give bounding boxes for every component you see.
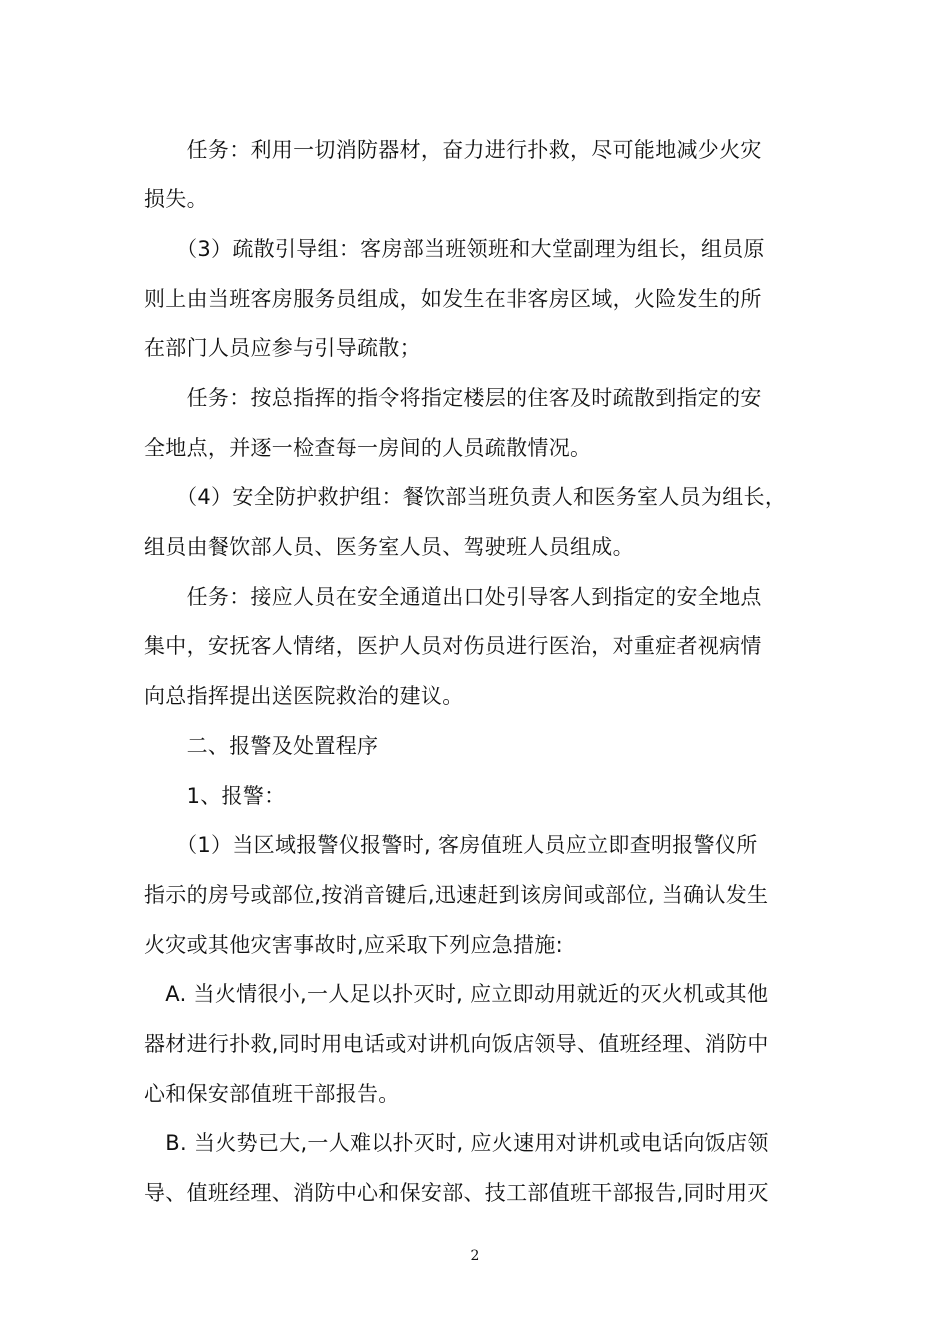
paragraph-line: （1）当区域报警仪报警时, 客房值班人员应立即查明报警仪所 — [144, 833, 758, 857]
paragraph-line: 指示的房号或部位,按消音键后,迅速赶到该房间或部位, 当确认发生 — [144, 883, 769, 907]
paragraph-line: 集中，安抚客人情绪，医护人员对伤员进行医治，对重症者视病情 — [144, 634, 762, 658]
paragraph-line: 任务：按总指挥的指令将指定楼层的住客及时疏散到指定的安 — [144, 386, 762, 410]
paragraph-line: 损失。 — [144, 187, 208, 211]
paragraph-line: （3）疏散引导组：客房部当班领班和大堂副理为组长，组员原 — [144, 237, 765, 261]
paragraph-line: A. 当火情很小,一人足以扑灭时, 应立即动用就近的灭火机或其他 — [144, 982, 769, 1006]
paragraph-line: B. 当火势已大,一人难以扑灭时, 应火速用对讲机或电话向饭店领 — [144, 1131, 769, 1155]
paragraph-line: （4）安全防护救护组：餐饮部当班负责人和医务室人员为组长， — [144, 485, 787, 509]
paragraph-line: 全地点，并逐一检查每一房间的人员疏散情况。 — [144, 436, 592, 460]
paragraph-line: 导、值班经理、消防中心和保安部、技工部值班干部报告,同时用灭 — [144, 1181, 769, 1205]
subsection-heading: 1、报警： — [144, 784, 286, 808]
paragraph-line: 在部门人员应参与引导疏散； — [144, 336, 421, 360]
paragraph-line: 心和保安部值班干部报告。 — [144, 1082, 400, 1106]
section-heading: 二、报警及处置程序 — [144, 734, 379, 758]
paragraph-line: 火灾或其他灾害事故时,应采取下列应急措施: — [144, 933, 564, 957]
paragraph-line: 任务：接应人员在安全通道出口处引导客人到指定的安全地点 — [144, 585, 762, 609]
page-number: 2 — [470, 1248, 480, 1264]
paragraph-line: 任务：利用一切消防器材，奋力进行扑救，尽可能地减少火灾 — [144, 138, 762, 162]
paragraph-line: 器材进行扑救,同时用电话或对讲机向饭店领导、值班经理、消防中 — [144, 1032, 769, 1056]
paragraph-line: 向总指挥提出送医院救治的建议。 — [144, 684, 464, 708]
paragraph-line: 则上由当班客房服务员组成，如发生在非客房区域，火险发生的所 — [144, 287, 762, 311]
paragraph-line: 组员由餐饮部人员、医务室人员、驾驶班人员组成。 — [144, 535, 634, 559]
